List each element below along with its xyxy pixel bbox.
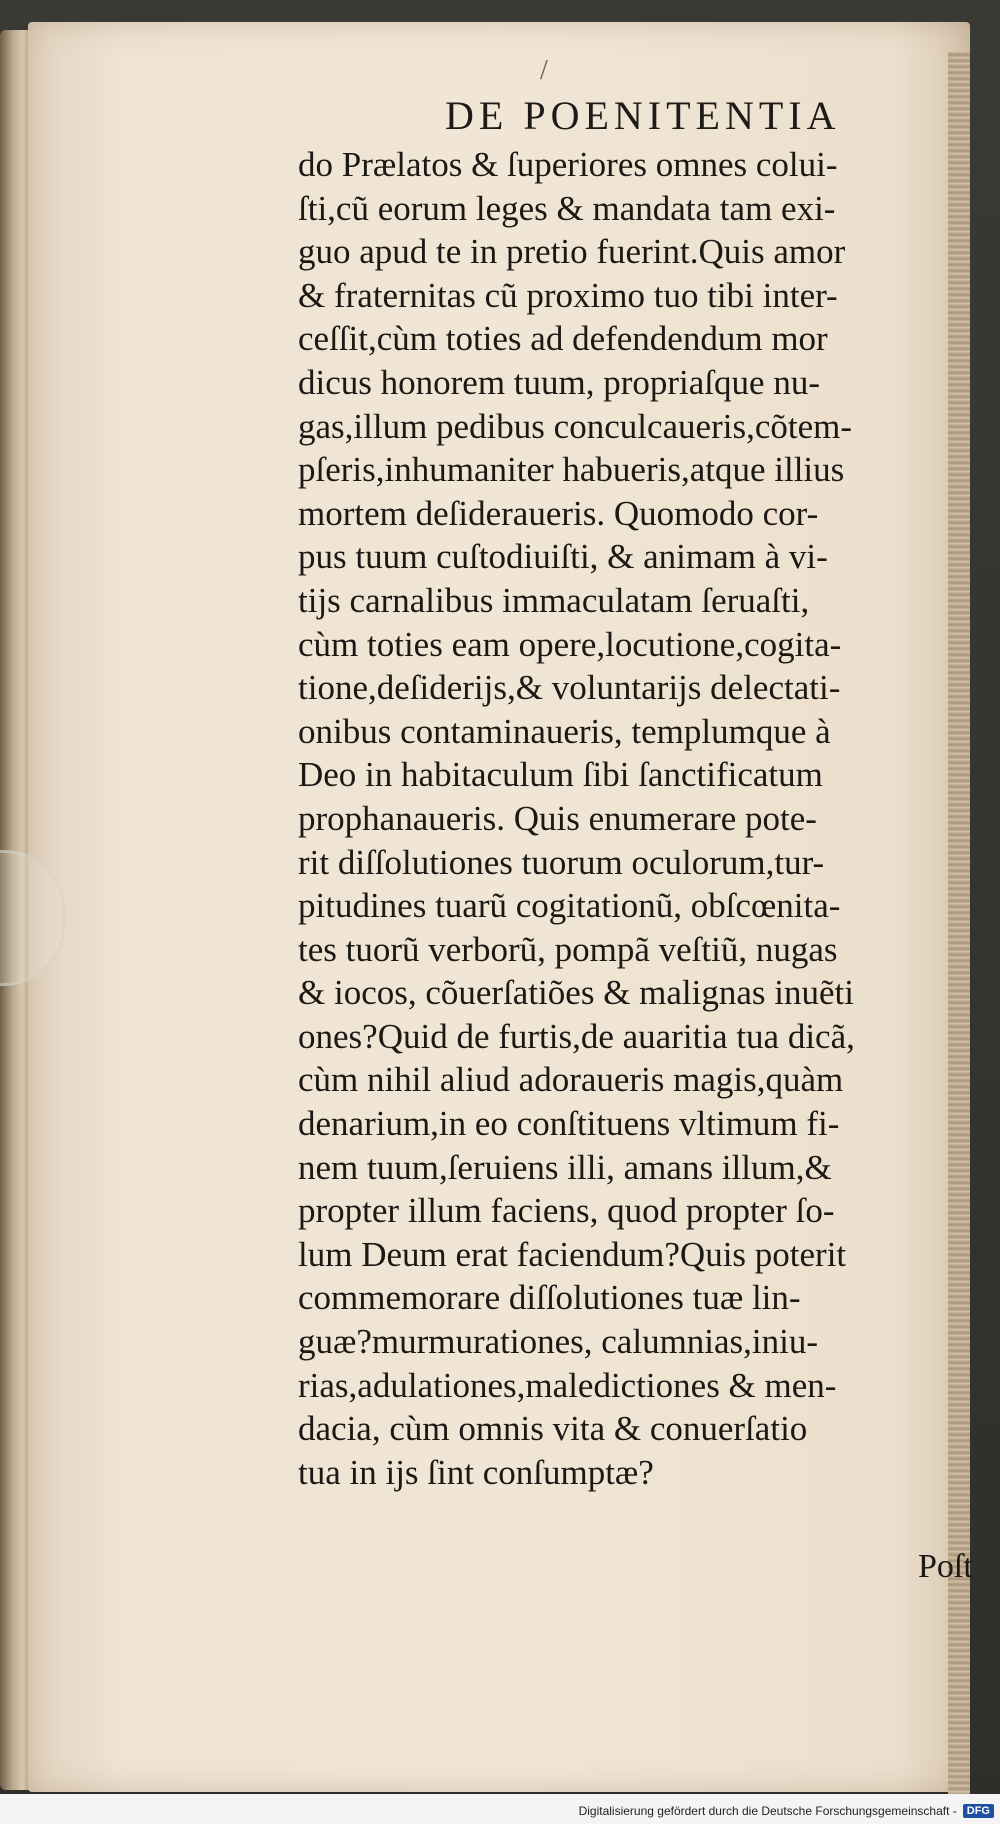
text-line: dicus honorem tuum, propriaſque nu- [298, 362, 820, 402]
text-line: onibus contaminaueris, templumque à [298, 711, 831, 751]
text-line: dacia, cùm omnis vita & conuerſatio [298, 1409, 808, 1449]
text-line: denarium,in eo conſtituens vltimum fi- [298, 1104, 840, 1144]
text-line: commemorare diſſolutiones tuæ lin- [298, 1278, 801, 1318]
text-line: gas,illum pedibus conculcaueris,cõtem- [298, 406, 853, 446]
text-line: ceſſit,cùm toties ad defendendum mor [298, 319, 828, 359]
text-line: pſeris,inhumaniter habueris,atque illius [298, 450, 845, 490]
funding-credit-text: Digitalisierung gefördert durch die Deutsche Forschungsgemeinschaft - [578, 1804, 957, 1818]
footer-bar [0, 1794, 1000, 1824]
text-line: prophanaueris. Quis enumerare pote- [298, 798, 817, 838]
text-line: guæ?murmurationes, calumnias,iniu- [298, 1322, 819, 1362]
text-line: tione,deſiderijs,& voluntarijs delectati- [298, 668, 841, 708]
text-line: do Prælatos & ſuperiores omnes colui- [298, 145, 838, 184]
text-line: & iocos, cõuerſatiões & malignas inuẽti [298, 973, 854, 1013]
body-text [298, 143, 974, 1494]
text-line: tes tuorũ verborũ, pompã veſtiũ, nugas [298, 929, 838, 969]
text-line: ſti,cũ eorum leges & mandata tam exi- [298, 188, 836, 228]
catchword: Poſt [918, 1548, 973, 1585]
text-line: rias,adulationes,maledictiones & men- [298, 1365, 837, 1405]
text-line: pitudines tuarũ cogitationũ, obſcœnita- [298, 886, 841, 926]
text-line: pus tuum cuſtodiuiſti, & animam à vi- [298, 537, 828, 577]
text-line: mortem deſideraueris. Quomodo cor- [298, 493, 819, 533]
text-line: Deo in habitaculum ſibi ſanctificatum [298, 755, 823, 795]
text-line: propter illum faciens, quod propter ſo- [298, 1191, 835, 1231]
text-line: guo apud te in pretio fuerint.Quis amor [298, 232, 846, 272]
sheet-mark: / [540, 55, 548, 86]
running-head: DE POENITENTIA [445, 93, 841, 138]
text-line: lum Deum erat faciendum?Quis poterit [298, 1234, 847, 1274]
text-line: ones?Quid de furtis,de auaritia tua dicã, [298, 1016, 855, 1056]
dfg-logo: DFG [963, 1804, 994, 1818]
text-line: tijs carnalibus immaculatam ſeruaſti, [298, 580, 810, 620]
funding-credit [579, 1804, 994, 1818]
text-line: cùm toties eam opere,locutione,cogita- [298, 624, 842, 664]
text-line: tua in ijs ſint conſumptæ? [298, 1452, 654, 1492]
text-line: & fraternitas cũ proximo tuo tibi inter- [298, 275, 838, 315]
text-line: cùm nihil aliud adoraueris magis,quàm [298, 1060, 844, 1100]
text-line: nem tuum,ſeruiens illi, amans illum,& [298, 1147, 832, 1187]
text-line: rit diſſolutiones tuorum oculorum,tur- [298, 842, 825, 882]
